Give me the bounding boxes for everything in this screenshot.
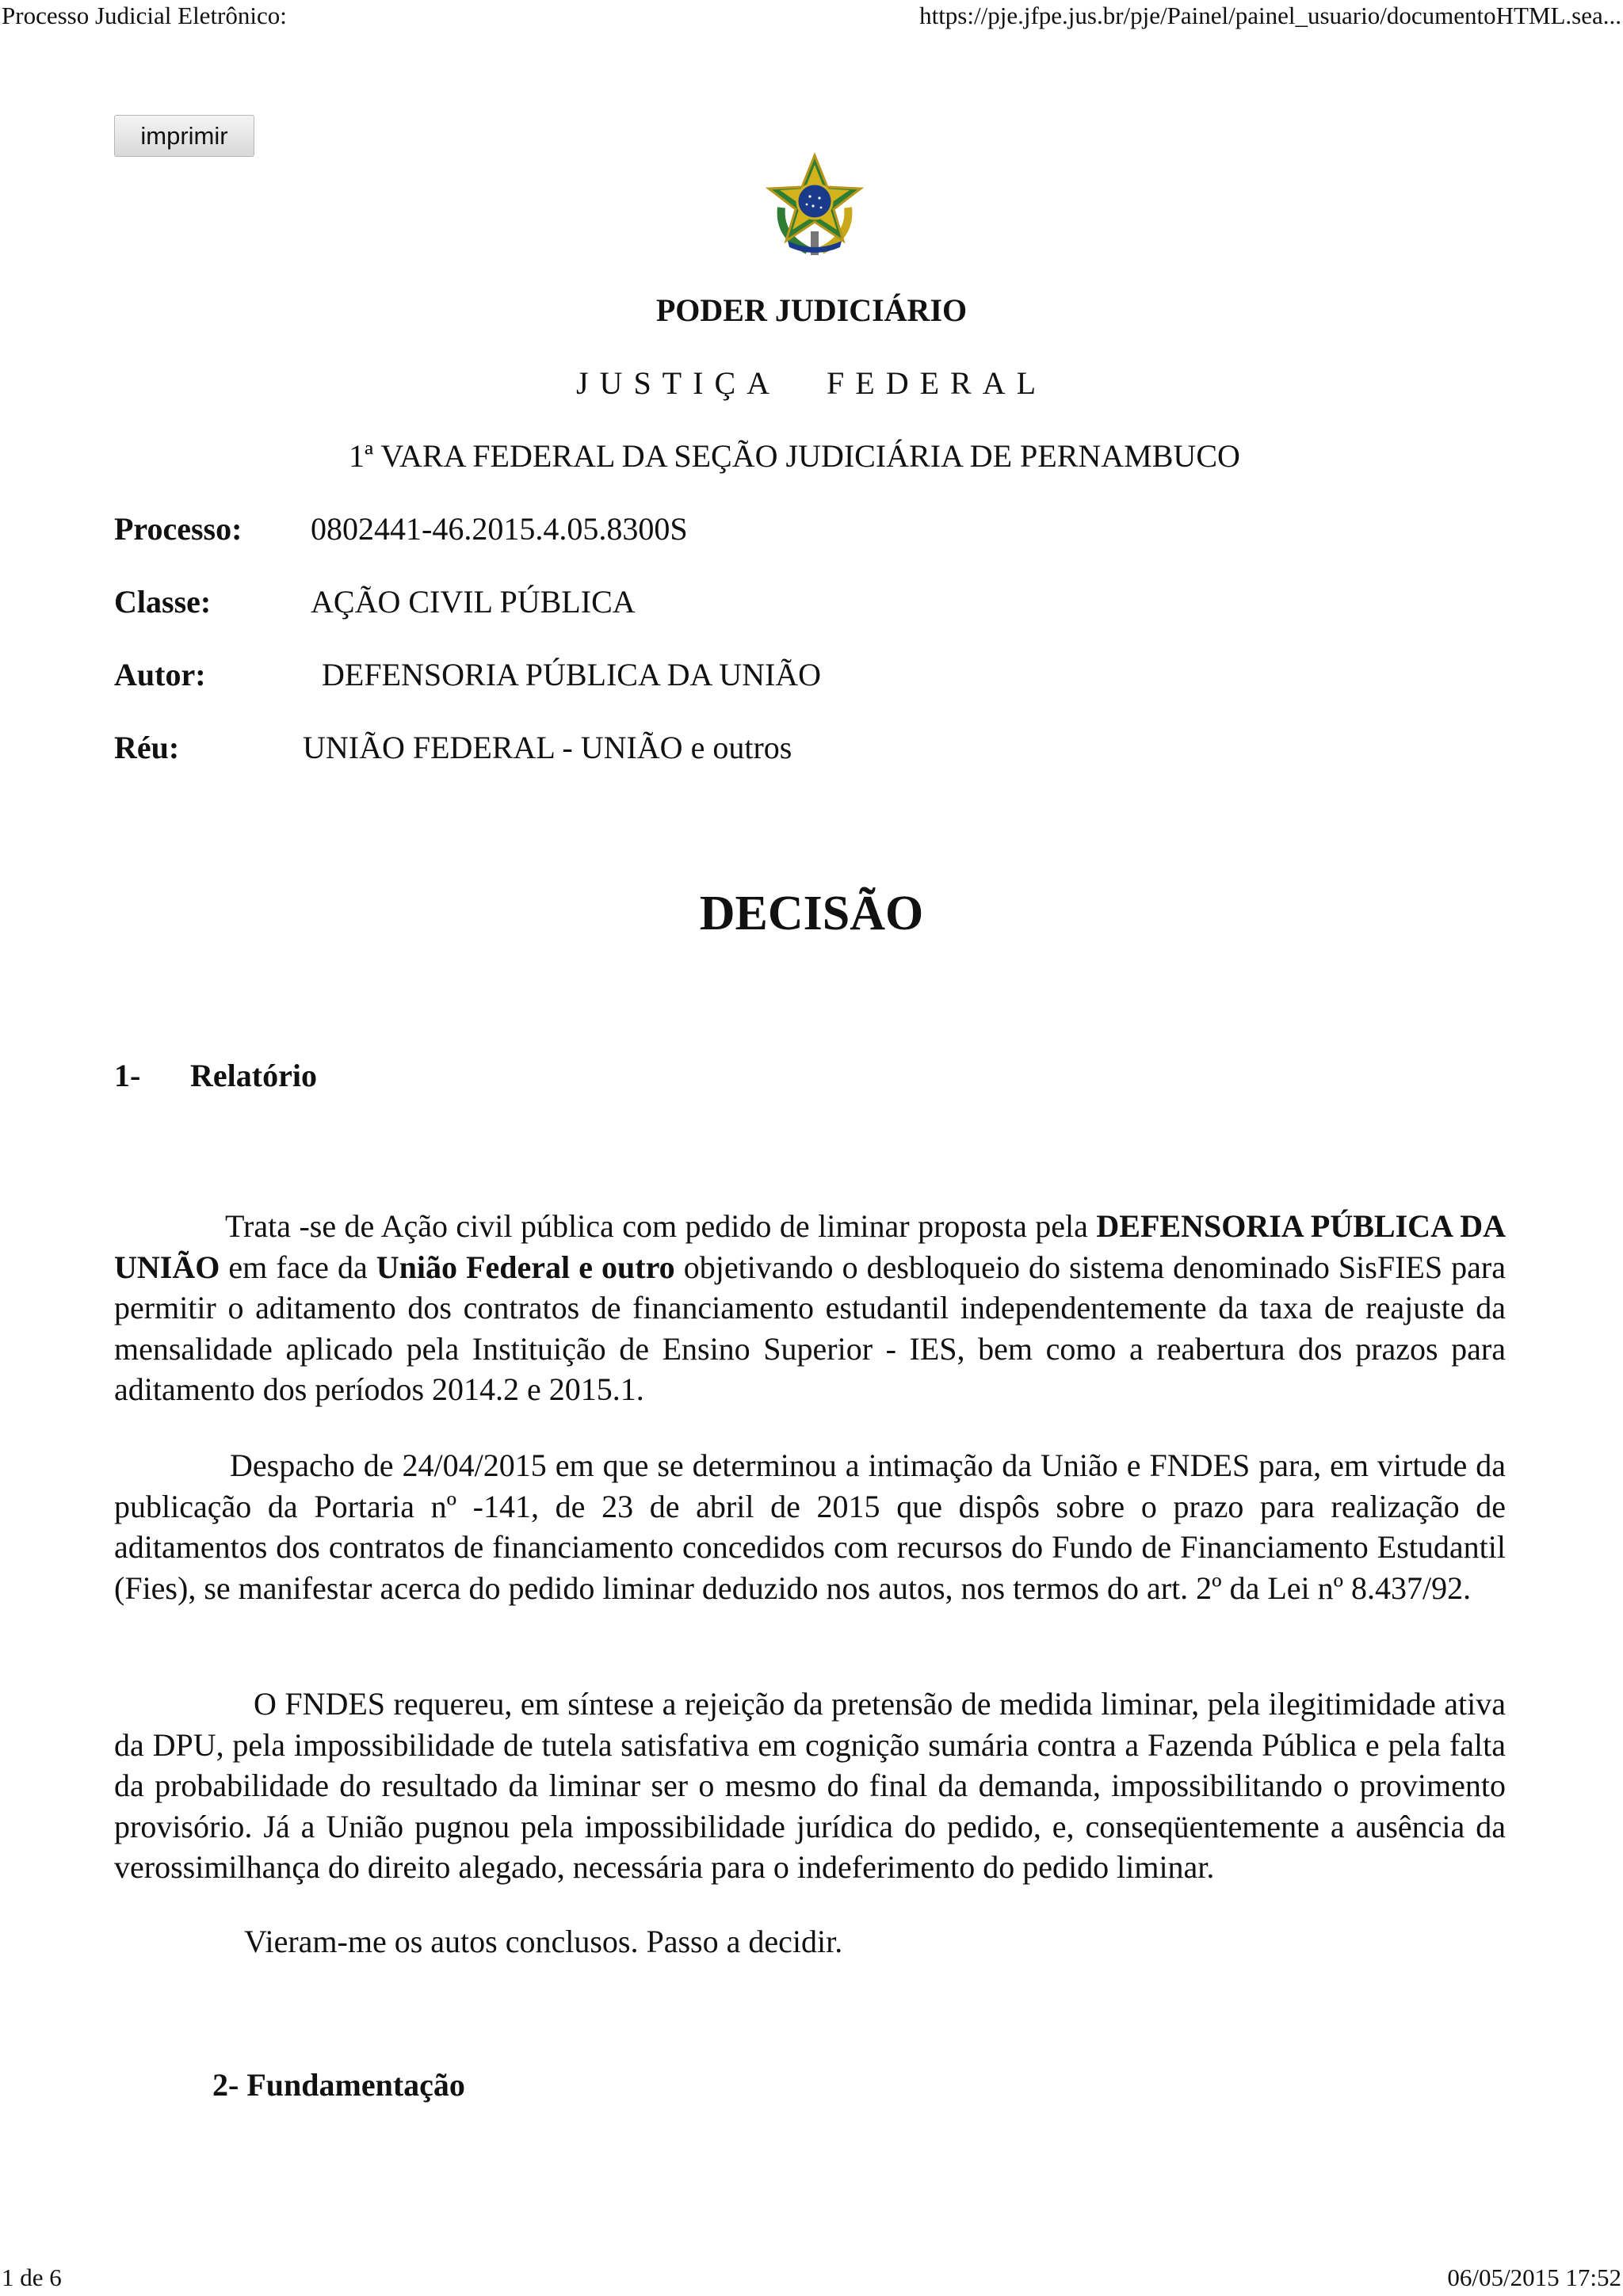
court-subheading-part2: FEDERAL bbox=[827, 365, 1048, 401]
court-division: 1ª VARA FEDERAL DA SEÇÃO JUDICIÁRIA DE PERNAMBUCO bbox=[349, 438, 1240, 474]
paragraph-3: O FNDES requereu, em síntese a rejeição da pretensão de medida liminar, pela ilegitimidade ativa da DPU, pela impossibilidade de tutela satisfativa em cognição sumária contra a Fazenda Pública e pela falta da probabilidade do resultado da liminar ser o mesmo do final da demanda, impossibilitando o provimento provisório. Já a União pugnou pela impossibilidade jurídica do pedido, e, conseqüentemente a ausência da verossimilhança do direito alegado, necessária para o indeferimento do pedido liminar. bbox=[114, 1686, 1506, 1885]
section2-title: 2- Fundamentação bbox=[212, 2067, 465, 2103]
coat-of-arms-icon bbox=[764, 152, 865, 258]
classe-label: Classe: bbox=[114, 584, 212, 620]
browser-url: https://pje.jfpe.jus.br/pje/Painel/painel_usuario/documentoHTML.sea... bbox=[919, 2, 1621, 29]
paragraph-2: Despacho de 24/04/2015 em que se determinou a intimação da União e FNDES para, em virtude da publicação da Portaria nº -141, de 23 de abril de 2015 que dispôs sobre o prazo para realização de aditamentos dos contratos de financiamento concedidos com recursos do Fundo de Financiamento Estudantil (Fies), se manifestar acerca do pedido liminar deduzido nos autos, nos termos do art. 2º da Lei nº 8.437/92. bbox=[114, 1447, 1506, 1606]
reu-label: Réu: bbox=[114, 730, 180, 765]
print-timestamp: 06/05/2015 17:52 bbox=[1447, 2264, 1621, 2291]
paragraph-4: Vieram-me os autos conclusos. Passo a decidir. bbox=[244, 1924, 843, 1959]
section1-title: Relatório bbox=[190, 1058, 317, 1093]
browser-page-title: Processo Judicial Eletrônico: bbox=[2, 2, 287, 29]
classe-value: AÇÃO CIVIL PÚBLICA bbox=[311, 584, 636, 620]
reu-value: UNIÃO FEDERAL - UNIÃO e outros bbox=[303, 730, 792, 765]
paragraph-1-part-e: objetivando o desbloqueio do sistema denominado SisFIES para permitir o aditamento dos contratos de financiamento estudantil independentemente da taxa de reajuste da mensalidade aplicado pela Instituição de Ensino Superior - IES, bem como a reabertura dos prazos para aditamento dos períodos 2014.2 e 2015.1. bbox=[114, 1249, 1506, 1407]
paragraph-1-party-author: DEFENSORIA PÚBLICA DA UNIÃO bbox=[114, 1208, 1506, 1285]
autor-label: Autor: bbox=[114, 657, 206, 692]
print-button[interactable]: imprimir bbox=[114, 115, 254, 157]
court-heading: PODER JUDICIÁRIO bbox=[655, 292, 968, 328]
document-title: DECISÃO bbox=[699, 887, 924, 940]
court-subheading-part1: JUSTIÇA bbox=[575, 365, 781, 401]
paragraph-1 bbox=[114, 1206, 1506, 1410]
section1-number: 1- bbox=[114, 1058, 141, 1093]
paragraph-1-party-defendant: União Federal e outro bbox=[376, 1249, 675, 1285]
page-counter: 1 de 6 bbox=[2, 2264, 62, 2291]
court-subheading bbox=[0, 364, 1623, 402]
paragraph-1-part-a: Trata -se de Ação civil pública com pedido de liminar proposta pela bbox=[225, 1208, 1097, 1244]
processo-label: Processo: bbox=[114, 511, 242, 547]
paragraph-1-part-c: em face da bbox=[220, 1249, 376, 1285]
autor-value: DEFENSORIA PÚBLICA DA UNIÃO bbox=[322, 657, 822, 692]
processo-value: 0802441-46.2015.4.05.8300S bbox=[311, 511, 688, 547]
